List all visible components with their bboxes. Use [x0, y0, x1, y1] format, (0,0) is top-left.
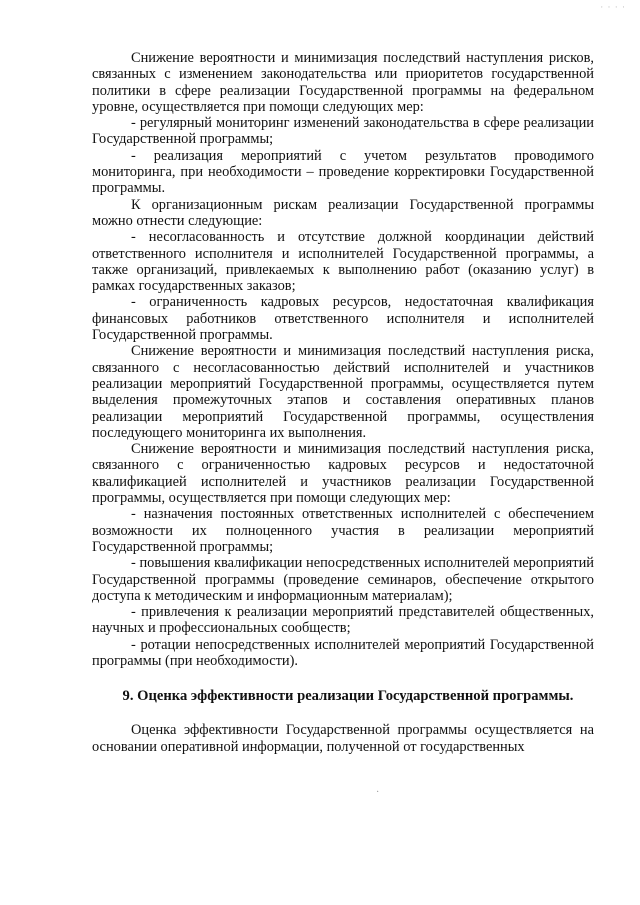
- list-item-rotation: - ротации непосредственных исполнителей мероприятий Государственной программы (при необходимости).: [92, 636, 594, 669]
- paragraph-staff-mitigation: Снижение вероятности и минимизация последствий наступления риска, связанного с ограниченностью кадровых ресурсов и недостаточной квалификацией исполнителей и участников реализации Государственной программы, осуществляется при помощи следующих мер:: [92, 441, 594, 507]
- document-page: [92, 50, 594, 755]
- list-item-monitoring: - регулярный мониторинг изменений законодательства в сфере реализации Государственной программы;: [92, 115, 594, 148]
- list-item-staff-limits: - ограниченность кадровых ресурсов, недостаточная квалификация финансовых работников ответственного исполнителя и исполнителей Государственной программы.: [92, 294, 594, 344]
- paragraph-coordination-mitigation: Снижение вероятности и минимизация последствий наступления риска, связанного с несогласованностью действий исполнителей и участников реализации мероприятий Государственной программы, осуществляется путем выделения промежуточных этапов и составления оперативных планов реализации мероприятий Государственной программы, осуществления последующего мониторинга их выполнения.: [92, 343, 594, 441]
- list-item-coordination: - несогласованность и отсутствие должной координации действий ответственного исполнителя и исполнителей Государственной программы, а также организаций, привлекаемых к выполнению работ (оказанию услуг) в рамках государственных заказов;: [92, 229, 594, 295]
- section-heading: 9. Оценка эффективности реализации Государственной программы.: [122, 688, 574, 705]
- paragraph-efficiency-assessment: Оценка эффективности Государственной программы осуществляется на основании оперативной информации, полученной от государственных: [92, 722, 594, 755]
- scan-artifact-speck: ·: [376, 787, 380, 798]
- list-item-appointment: - назначения постоянных ответственных исполнителей с обеспечением возможности их полноценного участия в реализации мероприятий Государственной программы;: [92, 506, 594, 555]
- list-item-qualification: - повышения квалификации непосредственных исполнителей мероприятий Государственной программы (проведение семинаров, обеспечение открытого доступа к методическим и информационным материалам);: [92, 555, 594, 604]
- paragraph-federal-risk: Снижение вероятности и минимизация последствий наступления рисков, связанных с изменением законодательства или приоритетов государственной политики в сфере реализации Государственной программы на федеральном уровне, осуществляется при помощи следующих мер:: [92, 50, 594, 115]
- paragraph-organizational-risks: К организационным рискам реализации Государственной программы можно отнести следующие:: [92, 196, 594, 229]
- list-item-correction: - реализация мероприятий с учетом результатов проводимого мониторинга, при необходимости – проведение корректировки Государственной программы.: [92, 147, 594, 197]
- list-item-community: - привлечения к реализации мероприятий представителей общественных, научных и профессиональных сообществ;: [92, 604, 594, 637]
- scan-artifact: · · · ·: [600, 2, 626, 12]
